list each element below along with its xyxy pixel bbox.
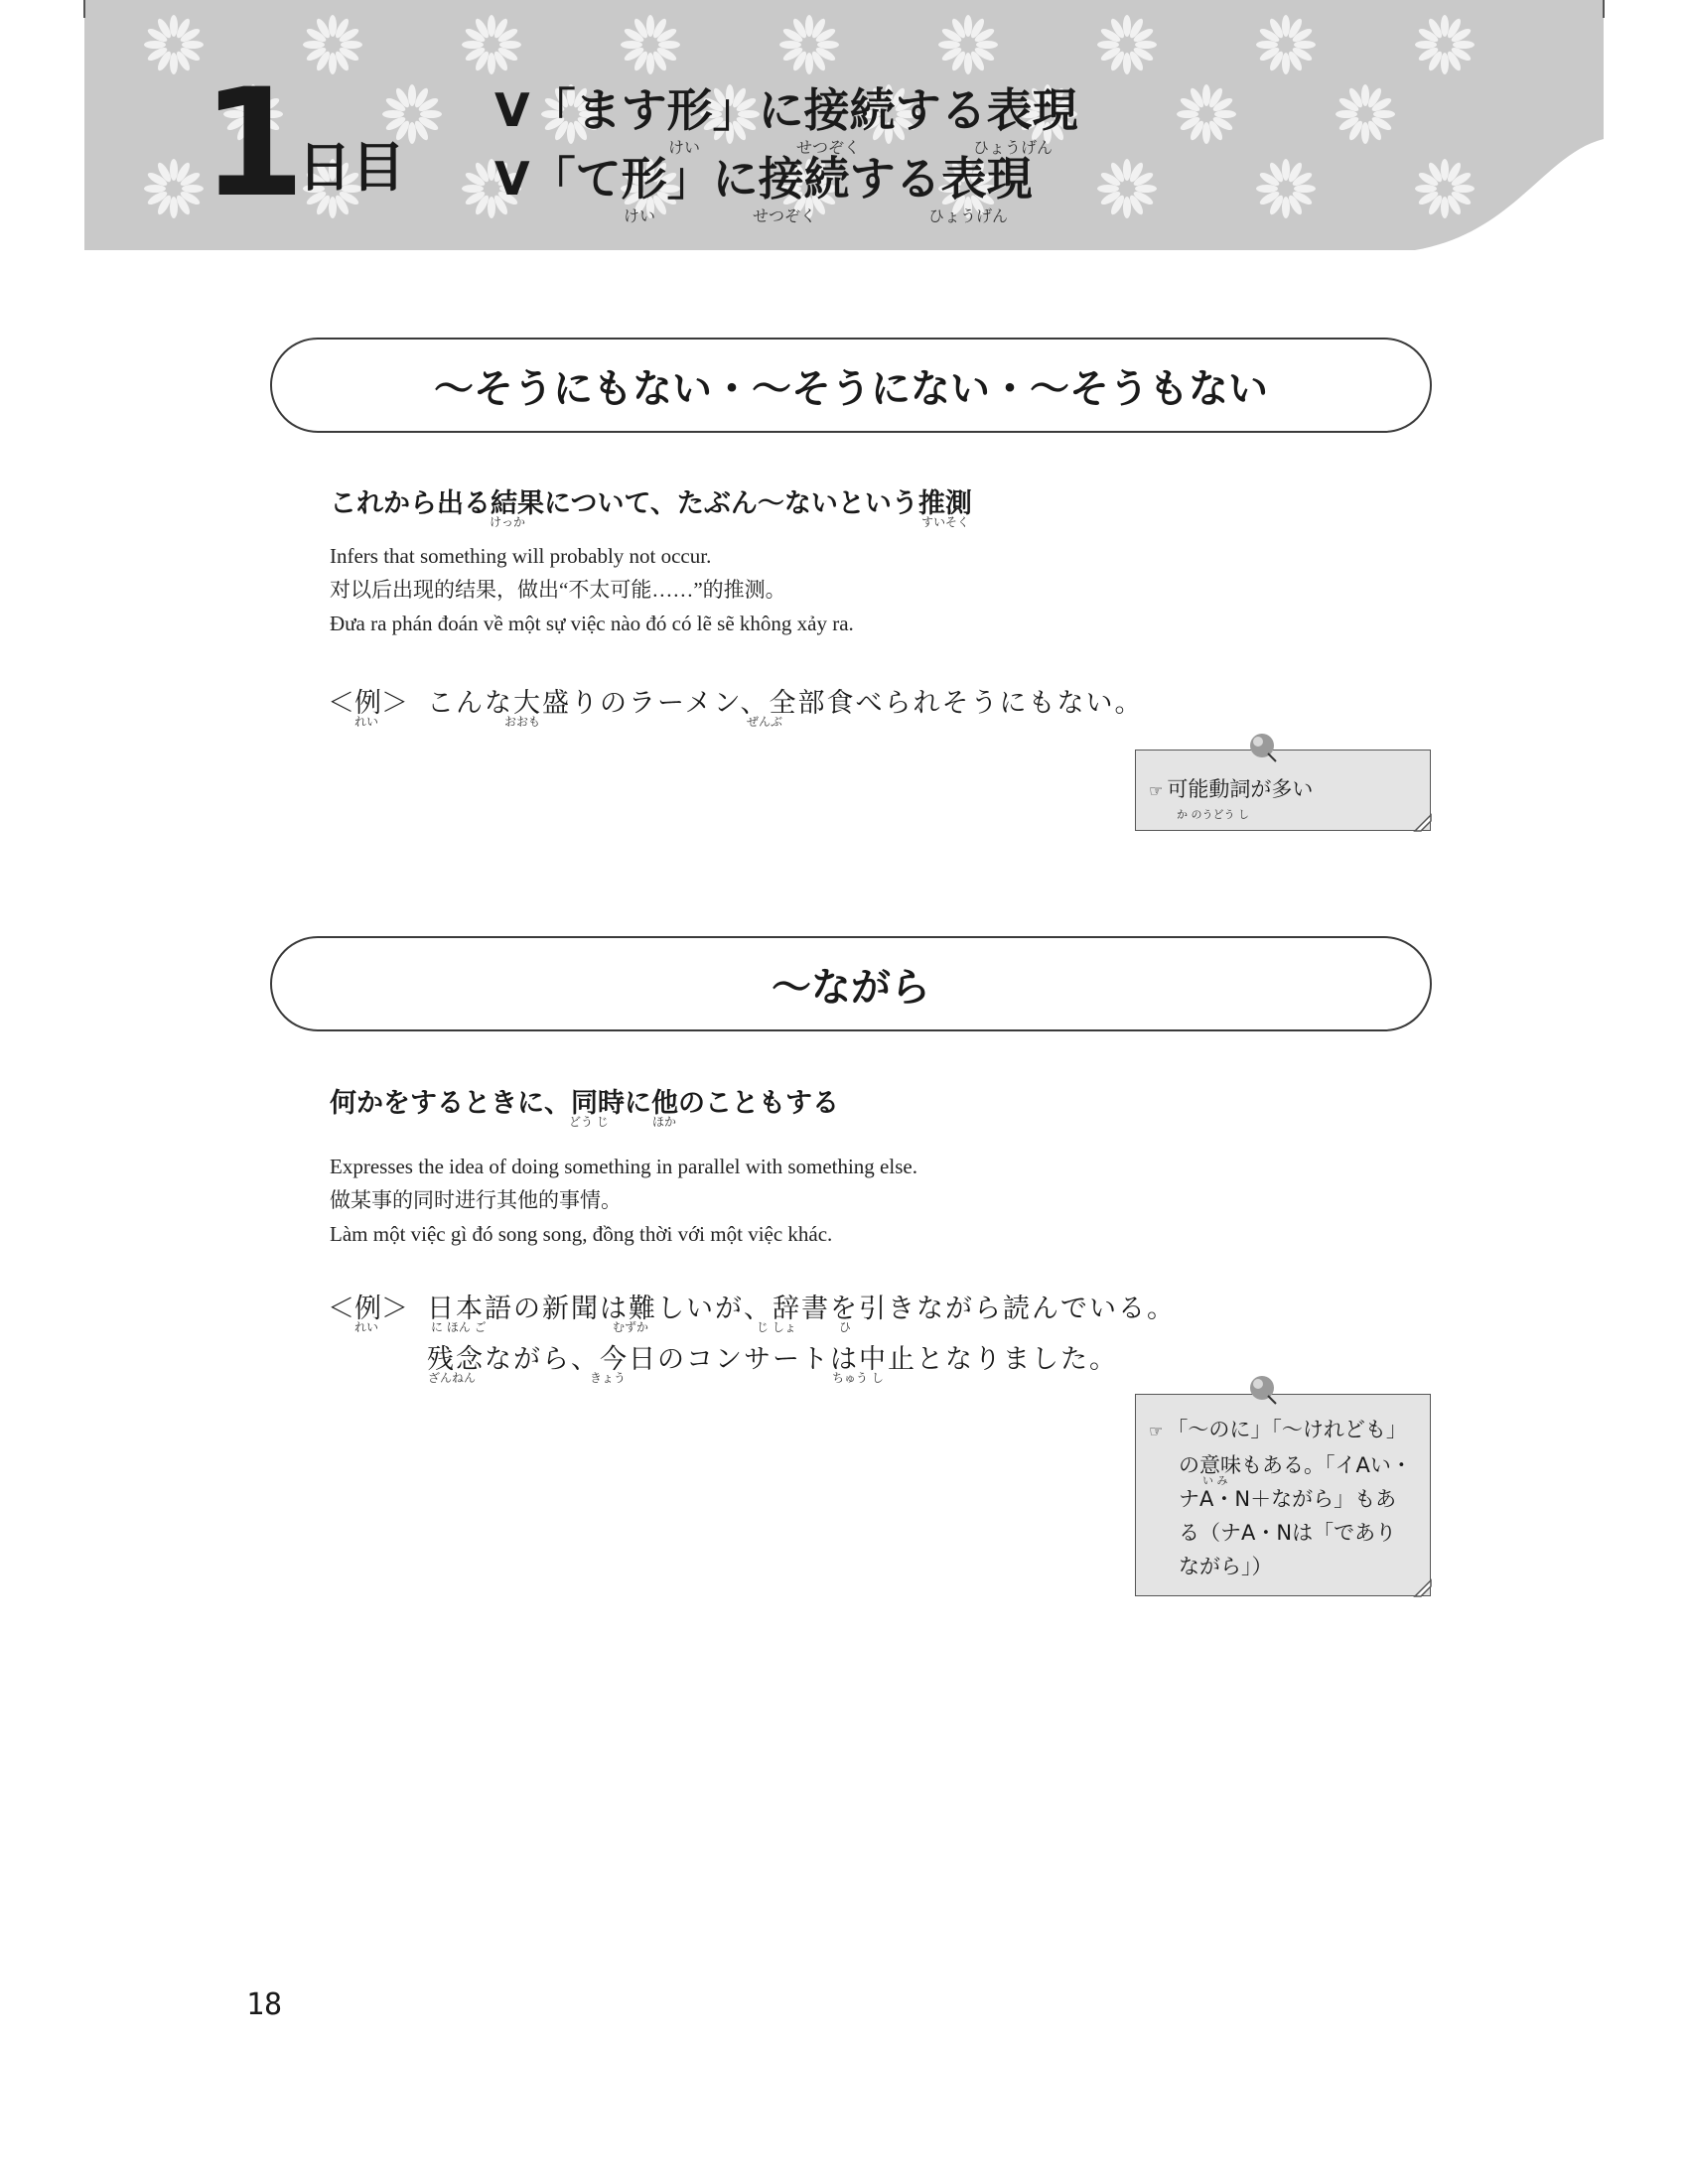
pointing-hand-icon: ☞ bbox=[1149, 1422, 1164, 1440]
ruby: じ しょ bbox=[757, 1320, 796, 1334]
flower-ornament bbox=[1097, 15, 1157, 74]
section2-description bbox=[330, 1150, 917, 1251]
note-line: ナA・N＋ながら」もあ bbox=[1179, 1487, 1397, 1511]
example-sentence-1: 日本語の新聞は難しいが、辞書を引きながら読んでいる。 bbox=[427, 1294, 1176, 1324]
day-label: 日目 bbox=[298, 136, 405, 199]
ruby: か のうどう し bbox=[1177, 808, 1249, 821]
chapter-header bbox=[84, 0, 1604, 250]
flower-ornament bbox=[303, 15, 362, 74]
note-line: る（ナA・Nは「であり bbox=[1179, 1521, 1397, 1545]
day-number: 1 bbox=[202, 58, 300, 230]
flower-ornament bbox=[938, 15, 998, 74]
example-label: ＜例＞ bbox=[328, 1294, 408, 1324]
title-ruby: ひょうげん bbox=[973, 138, 1054, 157]
ruby: に ほん ご bbox=[431, 1320, 487, 1334]
example-sentence-2: 残念ながら、今日のコンサートは中止となりました。 bbox=[427, 1344, 1118, 1375]
section1-subheading: これから出る結果について、たぶん～ないという推測 bbox=[330, 488, 972, 519]
crop-mark bbox=[83, 0, 85, 18]
ruby: おおも bbox=[504, 715, 541, 729]
note-line: の意味もある。「イAい・ bbox=[1179, 1453, 1412, 1477]
flower-ornament bbox=[779, 15, 839, 74]
section1-description bbox=[330, 539, 854, 640]
example-label: ＜例＞ bbox=[328, 688, 408, 719]
description-vietnamese: Làm một việc gì đó song song, đồng thời với một việc khác. bbox=[330, 1222, 833, 1246]
description-chinese: 对以后出现的结果，做出“不太可能……”的推测。 bbox=[330, 578, 786, 602]
usage-note bbox=[1135, 730, 1433, 835]
ruby: むずか bbox=[613, 1320, 649, 1334]
flower-ornament bbox=[144, 15, 204, 74]
note-line: 「～のに」「～けれども」 bbox=[1167, 1418, 1407, 1441]
ruby: い み bbox=[1202, 1474, 1228, 1487]
ruby: きょう bbox=[590, 1371, 627, 1385]
ruby: ひ bbox=[839, 1320, 852, 1334]
title-ruby: せつぞく bbox=[753, 206, 817, 225]
ruby: ちゅう し bbox=[832, 1371, 884, 1385]
ruby: ほか bbox=[652, 1115, 677, 1129]
note-line: ながら」） bbox=[1179, 1555, 1273, 1578]
flower-ornament bbox=[382, 84, 442, 144]
flower-ornament bbox=[1177, 84, 1236, 144]
note-body bbox=[1149, 1413, 1412, 1583]
grammar-heading-sounimonai: ～そうにもない・～そうにない・～そうもない bbox=[270, 338, 1432, 433]
ruby: れい bbox=[354, 715, 379, 729]
ruby: どう じ bbox=[569, 1115, 609, 1129]
ruby: ざんねん bbox=[428, 1371, 477, 1385]
example-sentence: こんな大盛りのラーメン、全部食べられそうにもない。 bbox=[427, 688, 1144, 719]
ruby: すいそく bbox=[921, 515, 970, 529]
title-ruby: けい bbox=[668, 138, 701, 157]
grammar-heading-nagara: ～ながら bbox=[270, 936, 1432, 1031]
note-text: 可能動詞が多い bbox=[1167, 777, 1314, 801]
section2-subheading: 何かをするときに、同時に他のこともする bbox=[330, 1088, 839, 1119]
flower-ornament bbox=[144, 159, 204, 218]
flower-ornament bbox=[1256, 15, 1316, 74]
pointing-hand-icon: ☞ bbox=[1149, 781, 1164, 800]
ruby: ぜんぶ bbox=[747, 715, 783, 729]
title-ruby: ひょうげん bbox=[928, 206, 1009, 225]
title-ruby: けい bbox=[624, 206, 656, 225]
description-english: Infers that something will probably not occur. bbox=[330, 544, 712, 568]
ruby: れい bbox=[354, 1320, 379, 1334]
usage-note bbox=[1135, 1372, 1433, 1600]
crop-mark bbox=[1603, 0, 1605, 18]
description-chinese: 做某事的同时进行其他的事情。 bbox=[330, 1188, 622, 1212]
description-english: Expresses the idea of doing something in parallel with something else. bbox=[330, 1155, 917, 1178]
flower-ornament bbox=[462, 15, 521, 74]
ruby: けっか bbox=[490, 515, 526, 529]
flower-ornament bbox=[1256, 159, 1316, 218]
header-curve-decoration bbox=[1375, 0, 1604, 250]
description-vietnamese: Đưa ra phán đoán về một sự việc nào đó có lẽ sẽ không xảy ra. bbox=[330, 612, 854, 635]
chapter-title-line-2: V「て形」に接続する表現 bbox=[494, 152, 1033, 205]
flower-ornament bbox=[1097, 159, 1157, 218]
flower-ornament bbox=[621, 15, 680, 74]
title-ruby: せつぞく bbox=[796, 138, 861, 157]
page-number: 18 bbox=[246, 1987, 283, 2022]
chapter-title-line-1: V「ます形」に接続する表現 bbox=[494, 83, 1078, 137]
